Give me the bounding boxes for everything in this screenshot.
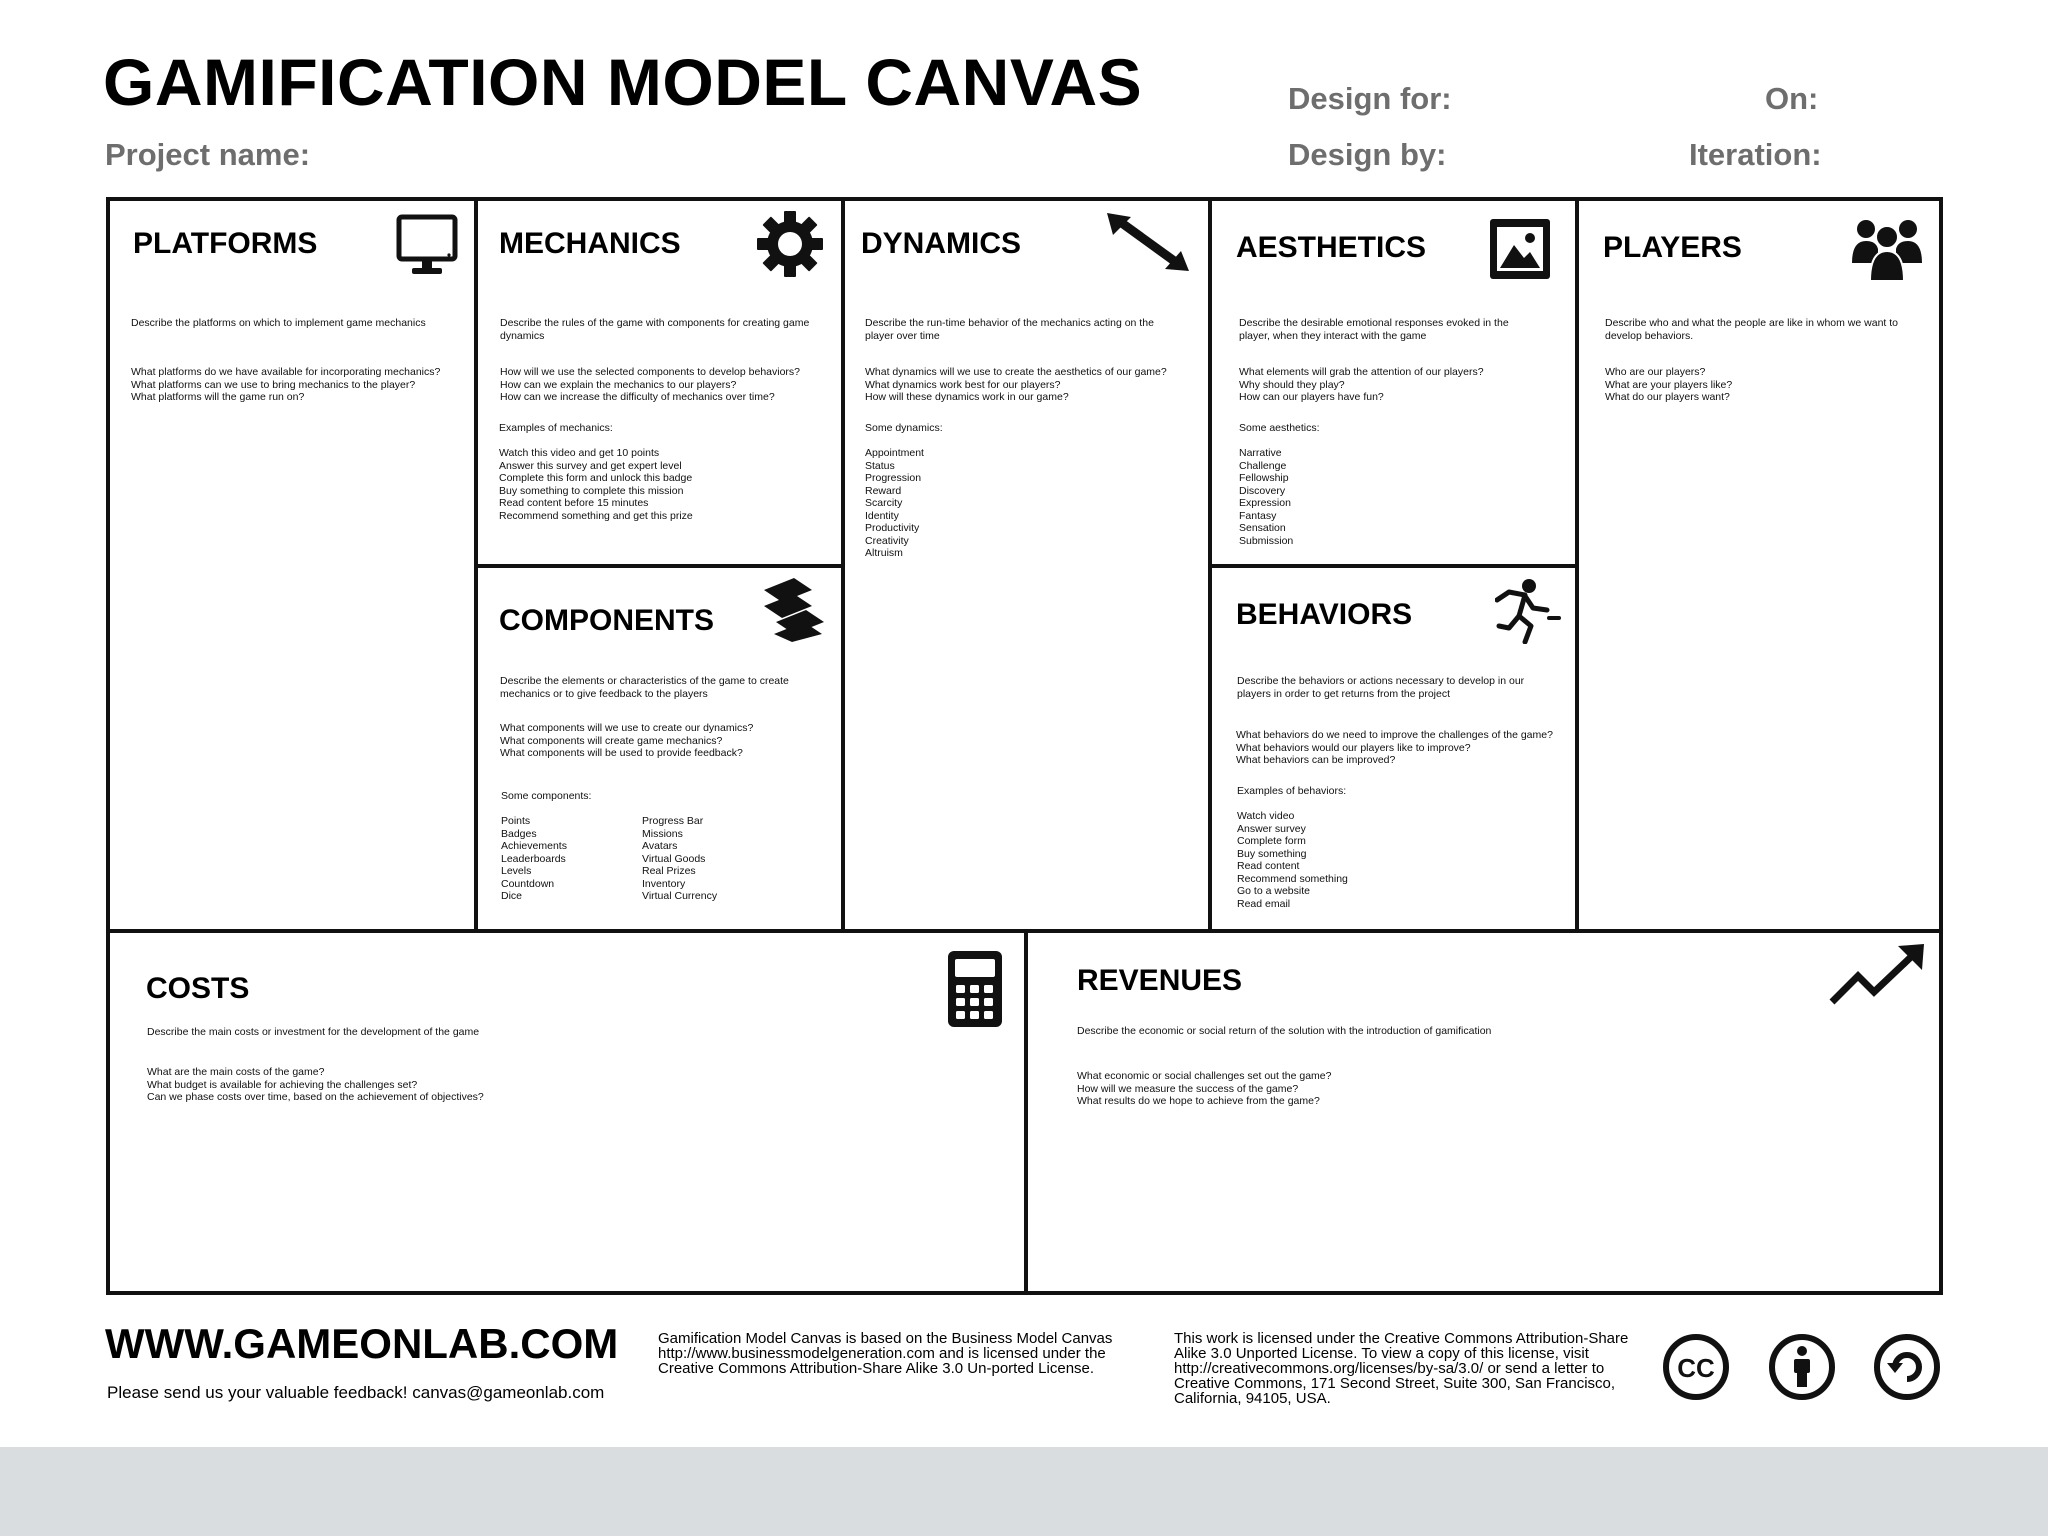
double-arrow-icon (1105, 213, 1191, 273)
platforms-questions: What platforms do we have available for incorporating mechanics? What platforms can we use to bring mechanics to the player? What platforms will the game run on? (131, 366, 441, 403)
mechanics-title: MECHANICS (499, 227, 681, 260)
revenues-title: REVENUES (1077, 964, 1243, 997)
on-label: On: (1765, 81, 1819, 116)
iteration-label: Iteration: (1689, 137, 1822, 172)
costs-questions: What are the main costs of the game? What budget is available for achieving the challenges set? Can we phase costs over time, based on the achievement of objectives? (147, 1066, 484, 1103)
components-questions: What components will we use to create our dynamics? What components will create game mechanics? What components will be used to provide feedback? (500, 722, 754, 759)
platforms-title: PLATFORMS (133, 227, 318, 260)
revenues-questions: What economic or social challenges set out the game? How will we measure the success of the game? What results do we hope to achieve from the game? (1077, 1070, 1332, 1107)
canvas-frame (106, 197, 1943, 1295)
divider (841, 201, 845, 933)
cc-badge-text: CC (1677, 1353, 1715, 1383)
page-title: GAMIFICATION MODEL CANVAS (103, 45, 1143, 119)
attribution-icon (1768, 1333, 1836, 1401)
players-title: PLAYERS (1603, 231, 1742, 264)
monitor-icon (396, 214, 458, 278)
calculator-icon (948, 951, 1002, 1027)
divider (1575, 201, 1579, 933)
dynamics-questions: What dynamics will we use to create the aesthetics of our game? What dynamics work best for our players? How will these dynamics work in our game? (865, 366, 1167, 403)
components-examples-col2: Progress Bar Missions Avatars Virtual Goods Real Prizes Inventory Virtual Currency (642, 815, 718, 902)
components-title: COMPONENTS (499, 604, 715, 637)
project-name-label: Project name: (105, 137, 311, 172)
gear-icon (756, 210, 824, 278)
license-text: This work is licensed under the Creative Commons Attribution-Share Alike 3.0 Unported License. To view a copy of this license, visit http://creativecommons.org/licenses/by-sa/3.0/ or send a letter to Creative Commons, 171 Second Street, Suite 300, San Francisco, California, 94105, USA. (1174, 1330, 1629, 1407)
feedback-text: Please send us your valuable feedback! canvas@gameonlab.com (107, 1383, 605, 1402)
behaviors-questions: What behaviors do we need to improve the challenges of the game? What behaviors would our players like to improve? What behaviors can be improved? (1236, 729, 1553, 766)
attribution-text: Gamification Model Canvas is based on the Business Model Canvas http://www.businessmodelgeneration.com and is licensed under the Creative Commons Attribution-Share Alike 3.0 Un-ported License. (658, 1330, 1113, 1377)
divider (474, 564, 841, 568)
components-description: Describe the elements or characteristics of the game to create mechanics or to give feedback to the players (500, 675, 789, 700)
dynamics-description: Describe the run-time behavior of the mechanics acting on the player over time (865, 317, 1154, 342)
picture-icon (1488, 217, 1552, 281)
behaviors-examples-label: Examples of behaviors: (1237, 785, 1347, 797)
group-icon (1852, 215, 1922, 281)
behaviors-description: Describe the behaviors or actions necessary to develop in our players in order to get returns from the project (1237, 675, 1525, 700)
mechanics-examples-label: Examples of mechanics: (499, 422, 613, 434)
aesthetics-examples: Narrative Challenge Fellowship Discovery Expression Fantasy Sensation Submission (1239, 447, 1294, 547)
aesthetics-description: Describe the desirable emotional responses evoked in the player, when they interact with the game (1239, 317, 1509, 342)
mechanics-questions: How will we use the selected components to develop behaviors? How can we explain the mechanics to our players? How can we increase the difficulty of mechanics over time? (500, 366, 801, 403)
players-questions: Who are our players? What are your players like? What do our players want? (1605, 366, 1733, 403)
revenues-description: Describe the economic or social return of the solution with the introduction of gamification (1077, 1025, 1492, 1037)
mechanics-description: Describe the rules of the game with components for creating game dynamics (500, 317, 810, 342)
costs-title: COSTS (146, 972, 250, 1005)
running-man-icon (1495, 578, 1561, 644)
design-for-label: Design for: (1288, 81, 1452, 116)
behaviors-title: BEHAVIORS (1236, 598, 1413, 631)
platforms-description: Describe the platforms on which to implement game mechanics (131, 317, 426, 329)
aesthetics-examples-label: Some aesthetics: (1239, 422, 1320, 434)
divider (1208, 564, 1575, 568)
components-examples-label: Some components: (501, 790, 592, 802)
components-examples-col1: Points Badges Achievements Leaderboards Levels Countdown Dice (501, 815, 567, 902)
dynamics-examples-label: Some dynamics: (865, 422, 943, 434)
dynamics-examples: Appointment Status Progression Reward Scarcity Identity Productivity Creativity Altruism (865, 447, 924, 559)
design-by-label: Design by: (1288, 137, 1447, 172)
layers-icon (762, 576, 828, 642)
page-bottom-band (0, 1447, 2048, 1536)
website-url[interactable]: WWW.GAMEONLAB.COM (105, 1320, 619, 1367)
aesthetics-questions: What elements will grab the attention of our players? Why should they play? How can our players have fun? (1239, 366, 1484, 403)
cc-icon (1662, 1333, 1730, 1401)
divider (1024, 929, 1028, 1291)
trend-up-icon (1828, 944, 1926, 1008)
players-description: Describe who and what the people are like in whom we want to develop behaviors. (1605, 317, 1898, 342)
aesthetics-title: AESTHETICS (1236, 231, 1427, 264)
mechanics-examples: Watch this video and get 10 points Answer this survey and get expert level Complete this form and unlock this badge Buy something to complete this mission Read content before 15 minutes Recommend something and get this prize (499, 447, 693, 522)
share-alike-icon (1873, 1333, 1941, 1401)
costs-description: Describe the main costs or investment for the development of the game (147, 1026, 480, 1038)
behaviors-examples: Watch video Answer survey Complete form Buy something Read content Recommend something Go to a website Read email (1237, 810, 1348, 910)
dynamics-title: DYNAMICS (861, 227, 1022, 260)
